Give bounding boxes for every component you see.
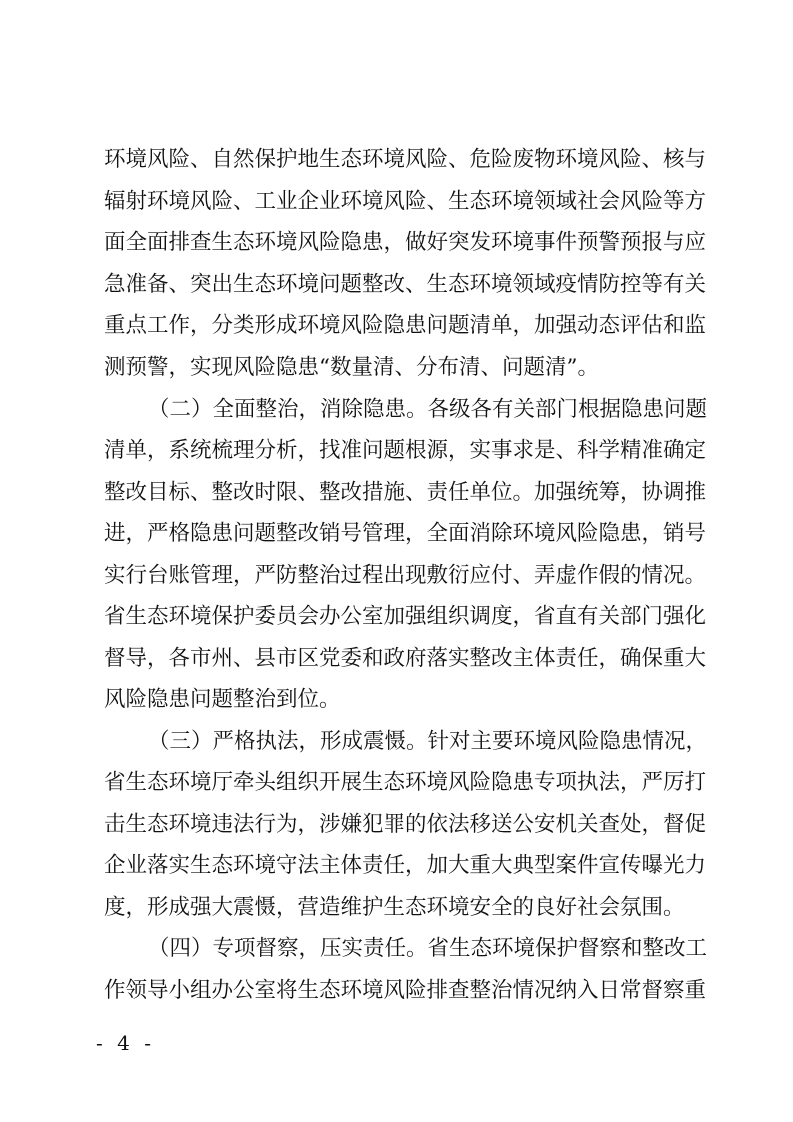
paragraph-1-line-6: 测预警，实现风险隐患“数量清、分布清、问题清”。 — [104, 355, 599, 380]
paragraph-3-line-5: 度，形成强大震慑，营造维护生态环境安全的良好社会氛围。 — [104, 895, 685, 920]
paragraph-2-line-3: 整改目标、整改时限、整改措施、责任单位。加强统筹，协调推 — [104, 480, 707, 505]
page-number: - 4 - — [96, 1031, 155, 1055]
paragraph-1-line-1: 环境风险、自然保护地生态环境风险、危险废物环境风险、核与 — [104, 147, 707, 172]
paragraph-3-line-2: 省生态环境厅牵头组织开展生态环境风险隐患专项执法，严厉打 — [104, 770, 707, 795]
paragraph-2-line-1: （二）全面整治，消除隐患。各级各有关部门根据隐患问题 — [148, 397, 708, 422]
paragraph-2-line-5: 实行台账管理，严防整治过程出现敷衍应付、弄虚作假的情况。 — [104, 563, 707, 588]
paragraph-3-line-1: （三）严格执法，形成震慑。针对主要环境风险隐患情况， — [148, 729, 708, 754]
paragraph-3-line-4: 企业落实生态环境守法主体责任，加大重大典型案件宣传曝光力 — [104, 853, 707, 878]
paragraph-2-line-4: 进，严格隐患问题整改销号管理，全面消除环境风险隐患，销号 — [104, 521, 707, 546]
paragraph-1-line-5: 重点工作，分类形成环境风险隐患问题清单，加强动态评估和监 — [104, 313, 707, 338]
paragraph-2-line-7: 督导，各市州、县市区党委和政府落实整改主体责任，确保重大 — [104, 646, 707, 671]
paragraph-3-line-3: 击生态环境违法行为，涉嫌犯罪的依法移送公安机关查处，督促 — [104, 812, 707, 837]
paragraph-2-line-6: 省生态环境保护委员会办公室加强组织调度，省直有关部门强化 — [104, 604, 707, 629]
paragraph-2-line-8: 风险隐患问题整治到位。 — [104, 687, 341, 712]
paragraph-1-line-2: 辐射环境风险、工业企业环境风险、生态环境领域社会风险等方 — [104, 189, 707, 214]
paragraph-4-line-2: 作领导小组办公室将生态环境风险排查整治情况纳入日常督察重 — [104, 978, 707, 1003]
paragraph-1-line-4: 急准备、突出生态环境问题整改、生态环境领域疫情防控等有关 — [104, 272, 707, 297]
paragraph-2-line-2: 清单，系统梳理分析，找准问题根源，实事求是、科学精准确定 — [104, 438, 707, 463]
paragraph-1-line-3: 面全面排查生态环境风险隐患，做好突发环境事件预警预报与应 — [104, 230, 707, 255]
paragraph-4-line-1: （四）专项督察，压实责任。省生态环境保护督察和整改工 — [148, 936, 708, 961]
